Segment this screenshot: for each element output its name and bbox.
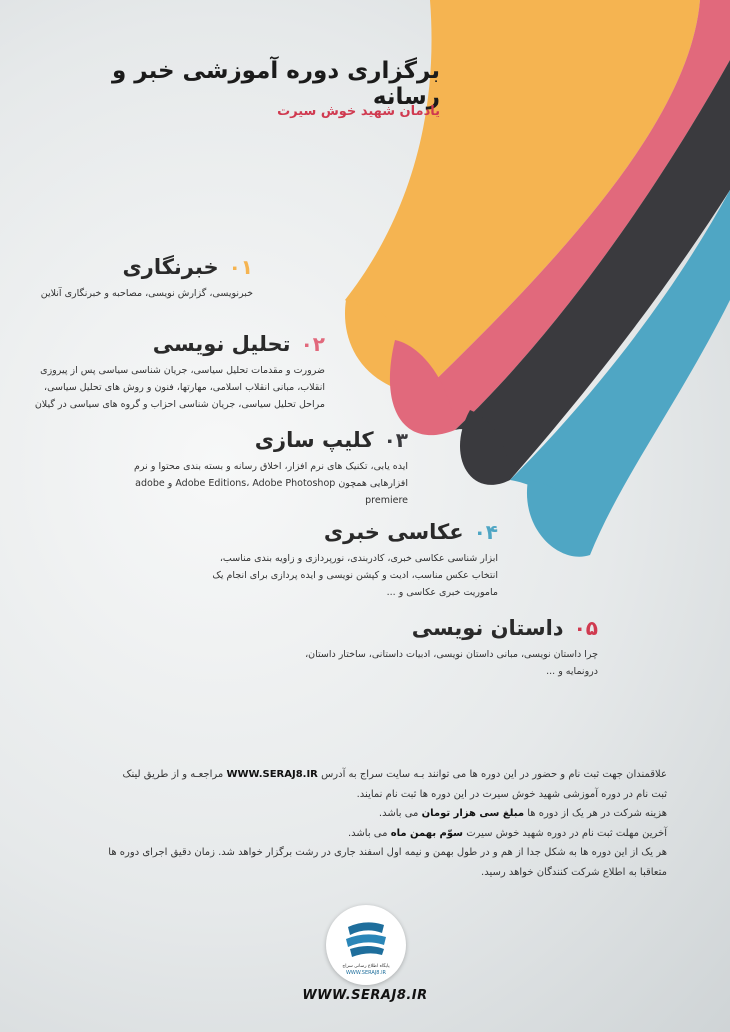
website-link[interactable]: WWW.SERAJ8.IR xyxy=(226,769,318,780)
description-line: خبرنویسی، گزارش نویسی، مصاحبه و خبرنگاری آنلاین xyxy=(40,288,253,299)
section-title: خبرنگاری xyxy=(122,255,219,279)
info-line: آخرین مهلت ثبت نام در دوره شهید خوش سیرت سوّم بهمن ماه می باشد. xyxy=(347,827,667,839)
info-line: متعاقبا به اطلاع شرکت کنندگان خواهد رسید. xyxy=(481,866,667,878)
description-line: درونمایه و ... xyxy=(546,666,598,677)
info-line: هزینه شرکت در هر یک از دوره ها مبلغ سی هزار تومان می باشد. xyxy=(378,808,667,819)
section-description xyxy=(198,550,498,601)
svg-text:WWW.SERAJ8.IR: WWW.SERAJ8.IR xyxy=(345,970,387,976)
info-line: علاقمندان جهت ثبت نام و حضور در این دوره ها می توانند بـه سایت سراج به آدرس WWW.SERAJ8.IR مراجعـه و از طریق لینک xyxy=(122,769,667,780)
section-khabarnegari xyxy=(33,255,253,302)
section-title: تحلیل نویسی xyxy=(152,332,291,356)
section-akasi-khabari xyxy=(198,520,498,601)
registration-info xyxy=(62,765,667,882)
description-line: ضرورت و مقدمات تحلیل سیاسی، جریان شناسی سیاسی پس از پیروزی xyxy=(40,365,325,376)
section-title: کلیپ سازی xyxy=(254,428,374,452)
info-line: هر یک از این دوره ها به شکل جدا از هم و در طول بهمن و نیمه اول اسفند جاری در رشت برگزار خواهد شد. زمان دقیق اجرای دوره ها xyxy=(108,847,667,858)
section-number: ۰۵ xyxy=(573,616,598,640)
section-dastan-nevisi xyxy=(288,616,598,680)
description-line: مراحل تحلیل سیاسی، جریان شناسی احزاب و گروه های سیاسی در گیلان xyxy=(34,399,325,410)
section-tahlil-nevisi xyxy=(25,332,325,413)
seraj-logo xyxy=(326,905,406,985)
website-url[interactable]: WWW.SERAJ8.IR xyxy=(302,988,428,1003)
fee-amount: مبلغ سی هزار تومان xyxy=(421,808,525,819)
description-line: ماموریت خبری عکاسی و ... xyxy=(386,587,498,598)
info-line: ثبت نام در دوره آموزشی شهید خوش سیرت در این دوره ها ثبت نام نمایند. xyxy=(356,788,667,800)
description-line: premiere xyxy=(365,495,408,506)
section-title: عکاسی خبری xyxy=(323,520,464,544)
description-line: انقلاب، مبانی انقلاب اسلامی، مهارتها، فنون و روش های تحلیل سیاسی، xyxy=(44,382,325,393)
description-line: انتخاب عکس مناسب، ادیت و کپشن نویسی و ایده پردازی برای انجام یک xyxy=(212,570,498,581)
section-description xyxy=(33,285,253,302)
section-number: ۰۱ xyxy=(228,255,253,279)
description-line: ایده یابی، تکنیک های نرم افزار، اخلاق رسانه و بسته بندی محتوا و نرم xyxy=(134,461,408,472)
page-subtitle: یادمان شهید خوش سیرت xyxy=(277,104,440,119)
section-description xyxy=(288,646,598,680)
seraj-logo-icon xyxy=(326,905,406,985)
section-title: داستان نویسی xyxy=(411,616,564,640)
svg-text:پایگاه اطلاع رسانی سراج: پایگاه اطلاع رسانی سراج xyxy=(342,964,390,969)
description-line: چرا داستان نویسی، مبانی داستان نویسی، ادبیات داستانی، ساختار داستان، xyxy=(305,649,598,660)
section-number: ۰۳ xyxy=(383,428,408,452)
section-number: ۰۲ xyxy=(300,332,325,356)
section-description xyxy=(25,362,325,413)
section-number: ۰۴ xyxy=(473,520,498,544)
description-line: ابزار شناسی عکاسی خبری، کادربندی، نورپردازی و زاویه بندی مناسب، xyxy=(219,553,498,564)
description-line: افزارهایی همچون Adobe Editions، Adobe Photoshop و adobe xyxy=(135,478,408,489)
page-title: برگزاری دوره آموزشی خبر و رسانه xyxy=(111,58,440,110)
section-clip-sazi xyxy=(118,428,408,509)
section-description xyxy=(118,458,408,509)
deadline-date: سوّم بهمن ماه xyxy=(390,827,463,839)
